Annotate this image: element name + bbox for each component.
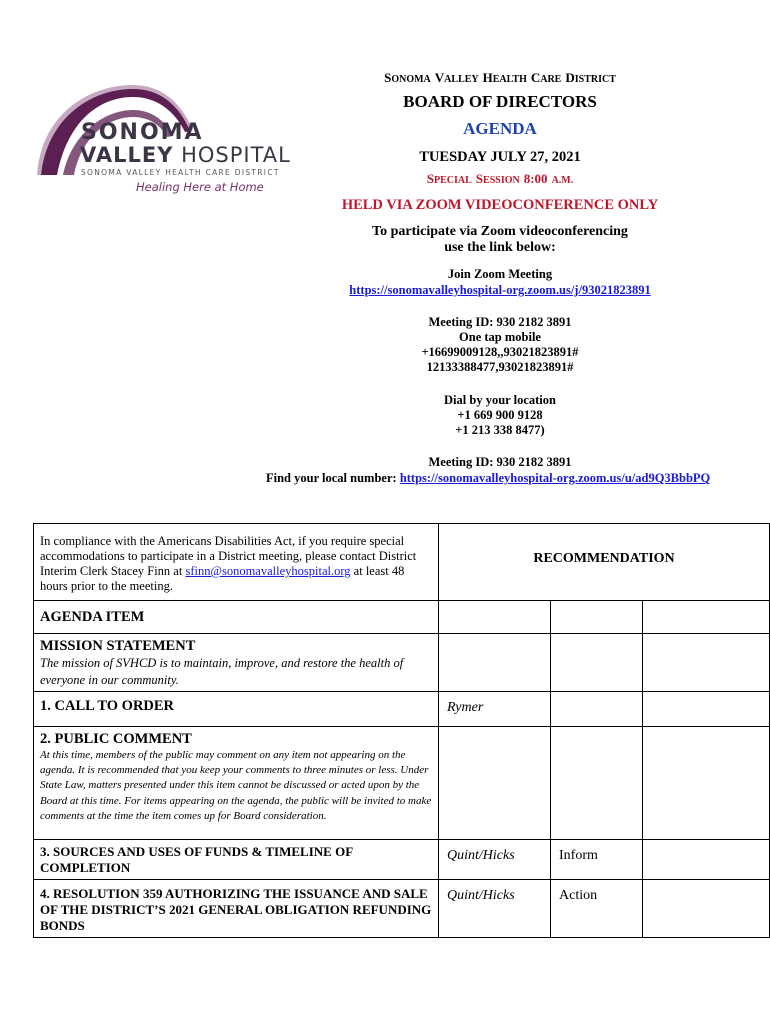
item-presenter: Quint/Hicks xyxy=(439,840,551,880)
public-comment-text: At this time, members of the public may comment on any item not appearing on the agenda. It is recommended that you keep your comments to three minutes or less. Under State Law, matters presented under this item cannot be discussed or acted upon by the Board at this time. For items appearing on the agenda, the public will be invited to make comments at the time the item comes up for Board consideration. xyxy=(40,749,432,822)
clerk-email-link[interactable]: sfinn@sonomavalleyhospital.org xyxy=(185,564,351,578)
local-number-label: Find your local number: xyxy=(266,471,400,485)
table-row xyxy=(34,727,770,840)
meeting-date: TUESDAY JULY 27, 2021 xyxy=(419,149,581,165)
item-sources-uses: 3. SOURCES AND USES OF FUNDS & TIMELINE OF COMPLETION xyxy=(34,840,439,880)
session-type: SPECIAL SESSION 8:00 A.M. xyxy=(426,171,574,186)
item-presenter: Quint/Hicks xyxy=(439,880,551,938)
dial-number-2[interactable]: +1 213 338 8477) xyxy=(455,423,545,437)
item-resolution-359: 4. RESOLUTION 359 AUTHORIZING THE ISSUANCE AND SALE OF THE DISTRICT’S 2021 GENERAL OBLIGATION REFUNDING BONDS xyxy=(34,880,439,938)
participate-instructions: To participate via Zoom videoconferencing use the link below: xyxy=(372,224,628,255)
one-tap-number-2[interactable]: 12133388477,93021823891# xyxy=(426,360,574,374)
item-presenter: Rymer xyxy=(439,692,551,727)
join-zoom-label: Join Zoom Meeting xyxy=(447,267,553,281)
mission-text: The mission of SVHCD is to maintain, improve, and restore the health of everyone in our community. xyxy=(40,656,404,687)
dial-details xyxy=(200,393,770,438)
item-action: Inform xyxy=(551,840,643,880)
table-row xyxy=(34,692,770,727)
agenda-title: AGENDA xyxy=(463,119,537,138)
one-tap-number-1[interactable]: +16699009128,,93021823891# xyxy=(421,345,579,359)
dial-label: Dial by your location xyxy=(444,393,556,407)
board-title: BOARD OF DIRECTORS xyxy=(403,92,597,111)
meeting-details xyxy=(200,315,770,375)
agenda-table xyxy=(33,523,770,938)
local-number-line xyxy=(266,471,710,486)
logo-valley-hospital: VALLEY HOSPITAL xyxy=(80,143,291,167)
table-row xyxy=(34,880,770,938)
one-tap-label: One tap mobile xyxy=(459,330,541,344)
local-number-link[interactable]: https://sonomavalleyhospital-org.zoom.us/u/ad9Q3BbbPQ xyxy=(399,471,711,485)
recommendation-header: RECOMMENDATION xyxy=(439,524,770,601)
zoom-only-notice: HELD VIA ZOOM VIDEOCONFERENCE ONLY xyxy=(341,197,659,213)
mission-title: MISSION STATEMENT xyxy=(40,638,196,654)
zoom-meeting-link[interactable]: https://sonomavalleyhospital-org.zoom.us/j/93021823891 xyxy=(349,283,651,297)
logo-district: SONOMA VALLEY HEALTH CARE DISTRICT xyxy=(81,168,280,177)
item-action: Action xyxy=(551,880,643,938)
agenda-item-header: AGENDA ITEM xyxy=(34,601,439,634)
mission-statement xyxy=(34,634,439,692)
logo-sonoma: SONOMA xyxy=(81,120,204,145)
dial-number-1[interactable]: +1 669 900 9128 xyxy=(457,408,543,422)
ada-notice: In compliance with the Americans Disabilities Act, if you require special accommodations to participate in a District meeting, please contact District Interim Clerk Stacey Finn at sfinn@sonomavalleyhospital.org at least 48 hours prior to the meeting. xyxy=(34,524,439,601)
meeting-id: Meeting ID: 930 2182 3891 xyxy=(428,315,572,329)
hospital-logo xyxy=(33,80,291,205)
item-public-comment: 2. PUBLIC COMMENT At this time, members of the public may comment on any item not appearing on the agenda. It is recommended that you keep your comments to three minutes or less. Under State Law, matters presented under this item cannot be discussed or acted upon by the Board at this time. For items appearing on the agenda, the public will be invited to make comments at the time the item comes up for Board consideration. xyxy=(34,727,439,840)
table-row xyxy=(34,840,770,880)
meeting-id-2: Meeting ID: 930 2182 3891 xyxy=(428,455,572,469)
logo-tagline: Healing Here at Home xyxy=(136,180,264,194)
district-name: SONOMA VALLEY HEALTH CARE DISTRICT xyxy=(384,70,616,85)
item-call-to-order: 1. CALL TO ORDER xyxy=(34,692,439,727)
